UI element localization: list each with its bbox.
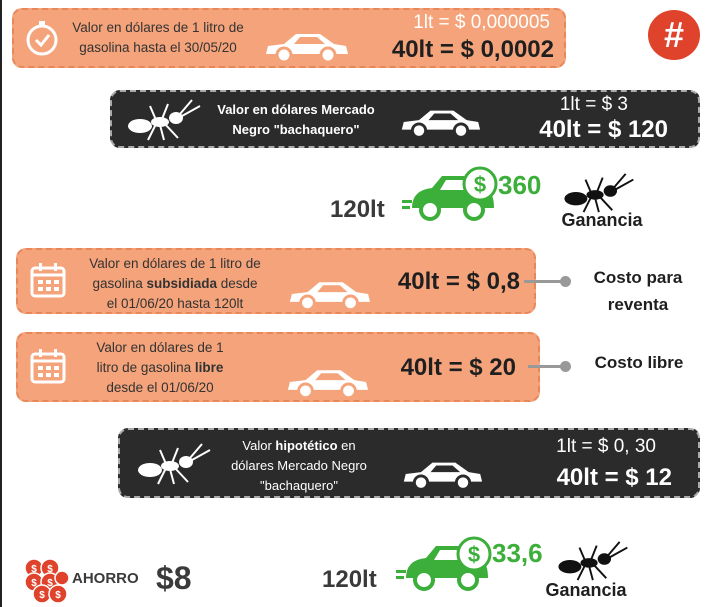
calendar-icon	[30, 348, 66, 384]
coins-icon	[22, 556, 70, 604]
side-label	[580, 264, 696, 318]
card-description	[206, 100, 386, 140]
savings-amount: $8	[156, 560, 192, 596]
car-icon	[398, 106, 482, 140]
side-label-line: Costo para	[593, 268, 683, 287]
description-emphasis: subsidiada	[146, 276, 218, 291]
car-icon	[400, 458, 484, 492]
description-line: dólares Mercado Negro	[231, 458, 367, 473]
description-text: litro de gasolina	[96, 360, 195, 375]
svg-text:$: $	[39, 590, 45, 601]
unit-price: 1lt = $ 0,000005	[413, 12, 550, 33]
card-free	[16, 332, 540, 402]
connector-line	[528, 365, 564, 368]
gain-label: Ganancia	[561, 210, 643, 230]
description-line	[72, 274, 278, 294]
card-hypothetical	[118, 428, 700, 498]
dollar-coin-icon	[462, 166, 498, 202]
connector-dot	[560, 276, 571, 287]
page-left-border	[0, 0, 2, 607]
svg-text:$: $	[31, 564, 37, 575]
svg-text:$: $	[31, 578, 37, 589]
description-emphasis: libre	[194, 360, 224, 375]
gain-label: Ganancia	[545, 580, 627, 600]
stopwatch-icon	[22, 18, 62, 58]
side-label: Costo libre	[594, 353, 684, 372]
description-text: desde	[217, 276, 258, 291]
total-price: 40lt = $ 20	[400, 354, 516, 381]
svg-text:$: $	[473, 172, 487, 197]
total-price: 40lt = $ 0,0002	[391, 36, 554, 63]
card-description	[206, 436, 392, 496]
description-line: desde el 01/06/20	[106, 380, 214, 395]
card-black-market	[110, 90, 700, 148]
description-line	[206, 436, 392, 456]
gain-liters: 120lt	[330, 196, 385, 223]
description-text: Valor	[242, 438, 276, 453]
card-description	[72, 338, 248, 398]
total-price: 40lt = $ 120	[539, 116, 668, 143]
dollar-coin-icon	[456, 536, 492, 572]
description-line: Valor en dólares Mercado	[217, 102, 375, 117]
savings-label: AHORRO	[72, 570, 139, 587]
car-icon	[284, 366, 370, 400]
card-description	[60, 18, 256, 58]
svg-text:$: $	[55, 590, 61, 601]
gain-amount: 33,6	[492, 538, 543, 568]
description-line: Valor en dólares de 1 litro de	[72, 20, 244, 35]
ant-icon	[550, 538, 630, 582]
car-icon	[262, 30, 350, 64]
description-text: en	[337, 438, 356, 453]
side-label-line: reventa	[607, 295, 669, 314]
description-line: Negro "bachaquero"	[232, 122, 360, 137]
card-pre-price	[12, 8, 566, 68]
ant-icon	[120, 96, 202, 142]
svg-text:$: $	[47, 564, 53, 575]
description-line: el 01/06/20 hasta 120lt	[106, 296, 244, 311]
gain-liters: 120lt	[322, 566, 377, 593]
description-line: Valor en dólares de 1	[96, 340, 224, 355]
unit-price: 1lt = $ 3	[559, 94, 628, 115]
description-line: Valor en dólares de 1 litro de	[89, 256, 261, 271]
svg-text:$: $	[47, 578, 53, 589]
calendar-icon	[30, 262, 66, 298]
total-price: 40lt = $ 0,8	[397, 268, 520, 295]
hashtag-badge: #	[648, 10, 700, 60]
connector-line	[524, 280, 564, 283]
description-line: gasolina hasta el 30/05/20	[79, 40, 237, 55]
card-subsidized	[16, 248, 536, 314]
connector-dot	[560, 361, 571, 372]
description-text: gasolina	[92, 276, 147, 291]
unit-price: 1lt = $ 0, 30	[556, 436, 656, 457]
description-emphasis: hipotético	[275, 438, 338, 453]
svg-text:$: $	[467, 542, 481, 567]
ant-icon	[130, 440, 212, 486]
car-icon	[286, 278, 372, 312]
total-price: 40lt = $ 12	[556, 464, 672, 491]
card-description	[72, 254, 278, 314]
ant-icon	[556, 170, 636, 214]
description-line: "bachaquero"	[260, 478, 338, 493]
gain-amount: 360	[498, 170, 542, 200]
description-line	[72, 358, 248, 378]
